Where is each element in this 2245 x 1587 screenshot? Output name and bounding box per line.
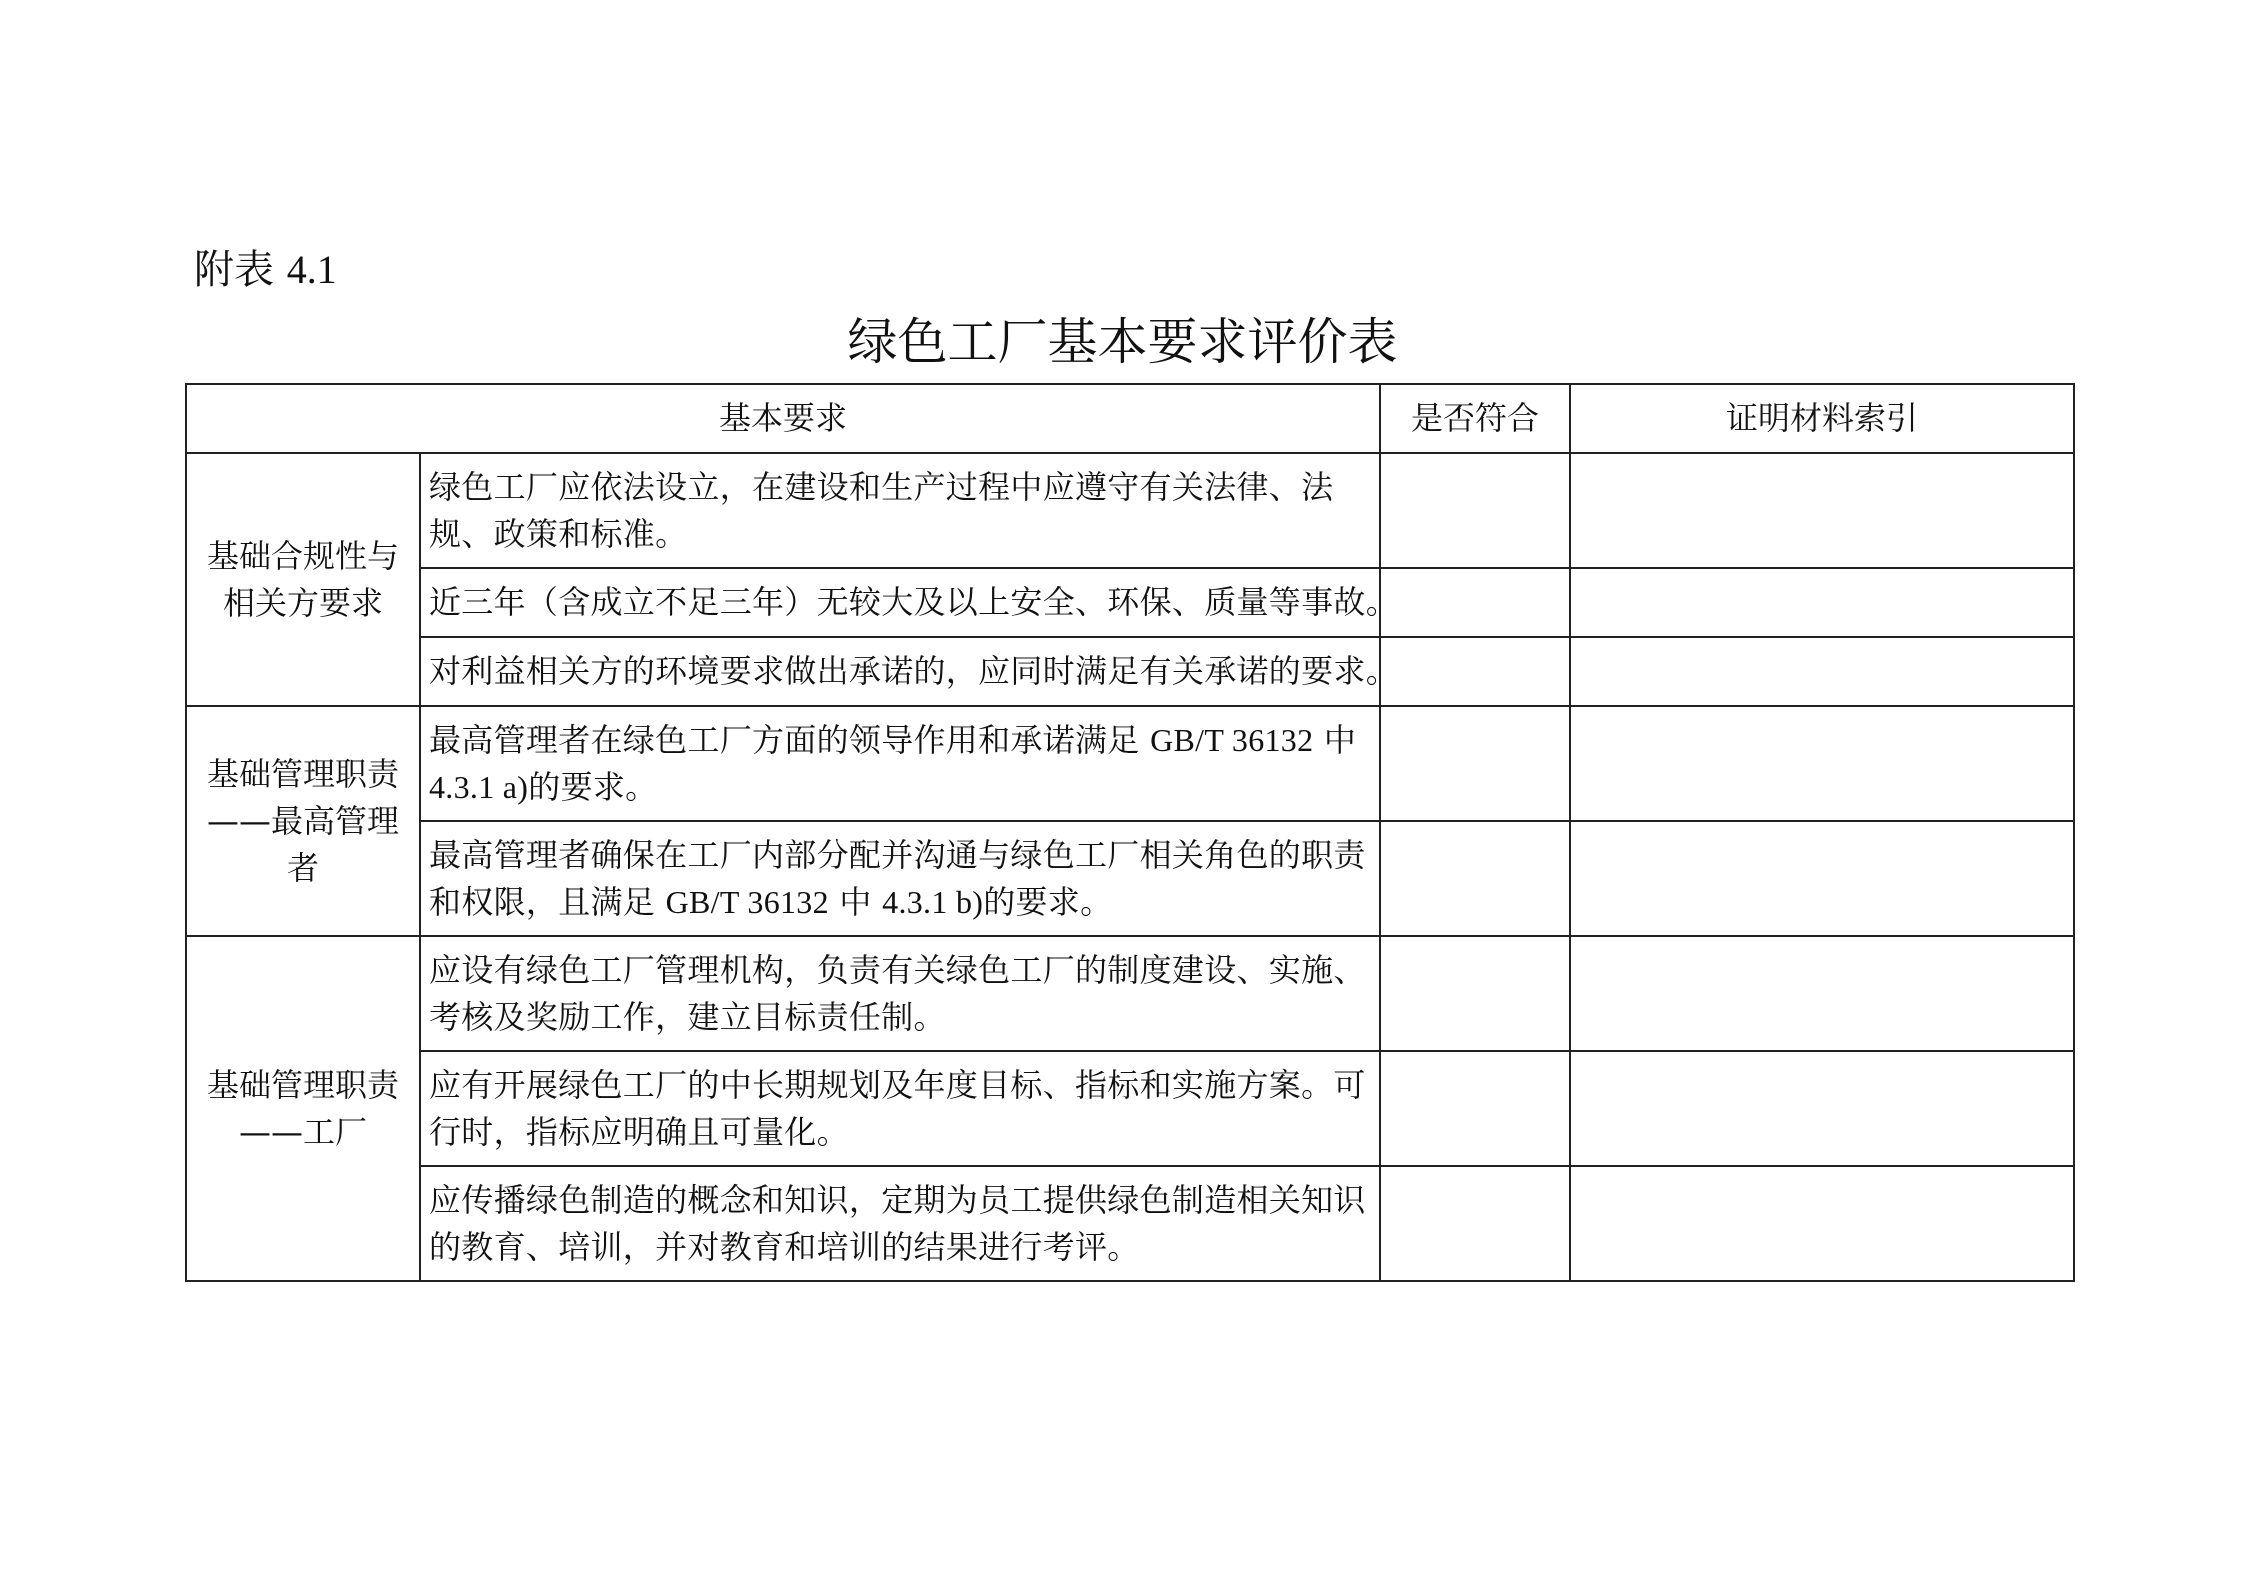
category-cell: 基础合规性与相关方要求 bbox=[186, 453, 420, 706]
header-requirement: 基本要求 bbox=[186, 384, 1380, 453]
requirement-text: 应设有绿色工厂管理机构，负责有关绿色工厂的制度建设、实施、考核及奖励工作，建立目标责任制。 bbox=[429, 950, 1366, 1036]
table-row bbox=[186, 821, 2074, 936]
requirement-text: 近三年（含成立不足三年）无较大及以上安全、环保、质量等事故。 bbox=[429, 583, 1399, 621]
compliance-cell[interactable] bbox=[1380, 1166, 1570, 1281]
table-row bbox=[186, 1051, 2074, 1166]
requirement-cell bbox=[420, 706, 1380, 821]
requirement-cell bbox=[420, 1051, 1380, 1166]
table-row bbox=[186, 453, 2074, 568]
requirement-text: 最高管理者在绿色工厂方面的领导作用和承诺满足 bbox=[429, 720, 1151, 759]
requirement-text: 的要求。 bbox=[983, 882, 1113, 921]
requirement-text: 4.3.1 b) bbox=[882, 883, 984, 920]
table-row bbox=[186, 936, 2074, 1051]
requirement-text: 最高管理者确保在工厂内部分配并沟通与绿色工厂相关角色的职责和权限，且满足 bbox=[429, 835, 1366, 921]
requirement-cell bbox=[420, 821, 1380, 936]
requirement-text: 应有开展绿色工厂的中长期规划及年度目标、指标和实施方案。可行时，指标应明确且可量化。 bbox=[429, 1065, 1366, 1151]
table-row bbox=[186, 568, 2074, 637]
requirement-text: GB/T 36132 bbox=[1150, 721, 1314, 758]
compliance-cell[interactable] bbox=[1380, 453, 1570, 568]
header-compliance: 是否符合 bbox=[1380, 384, 1570, 453]
compliance-cell[interactable] bbox=[1380, 821, 1570, 936]
compliance-cell[interactable] bbox=[1380, 568, 1570, 637]
requirement-cell bbox=[420, 936, 1380, 1051]
requirement-cell bbox=[420, 637, 1399, 706]
requirement-text: 中 bbox=[828, 882, 883, 921]
table-row bbox=[186, 637, 2074, 706]
evidence-cell[interactable] bbox=[1570, 453, 2074, 568]
table-header-row bbox=[186, 384, 2074, 453]
table-row bbox=[186, 706, 2074, 821]
evidence-cell[interactable] bbox=[1570, 706, 2074, 821]
category-cell: 基础管理职责——最高管理者 bbox=[186, 706, 420, 936]
requirement-text: 的要求。 bbox=[528, 767, 658, 806]
requirement-text: 对利益相关方的环境要求做出承诺的，应同时满足有关承诺的要求。 bbox=[429, 652, 1399, 690]
requirement-cell bbox=[420, 1166, 1380, 1281]
table-row bbox=[186, 1166, 2074, 1281]
requirement-text: 绿色工厂应依法设立，在建设和生产过程中应遵守有关法律、法规、政策和标准。 bbox=[429, 467, 1334, 553]
requirement-text: 4.3.1 a) bbox=[429, 768, 529, 805]
requirement-text: 中 bbox=[1313, 720, 1357, 759]
category-cell: 基础管理职责——工厂 bbox=[186, 936, 420, 1281]
requirement-text: GB/T 36132 bbox=[665, 883, 829, 920]
requirement-text: 应传播绿色制造的概念和知识，定期为员工提供绿色制造相关知识的教育、培训，并对教育和培训的结果进行考评。 bbox=[429, 1180, 1366, 1266]
compliance-cell[interactable] bbox=[1380, 706, 1570, 821]
requirement-cell bbox=[420, 453, 1380, 568]
requirement-cell bbox=[420, 568, 1399, 637]
evidence-cell[interactable] bbox=[1570, 821, 2074, 936]
compliance-cell[interactable] bbox=[1380, 1051, 1570, 1166]
evidence-cell[interactable] bbox=[1570, 637, 2074, 706]
evidence-cell[interactable] bbox=[1570, 1051, 2074, 1166]
header-evidence: 证明材料索引 bbox=[1570, 384, 2074, 453]
evidence-cell[interactable] bbox=[1570, 568, 2074, 637]
annex-prefix: 附表 bbox=[194, 247, 274, 293]
document-title: 绿色工厂基本要求评价表 bbox=[847, 313, 1398, 371]
compliance-cell[interactable] bbox=[1380, 936, 1570, 1051]
annex-label bbox=[194, 242, 337, 298]
annex-number: 4.1 bbox=[286, 247, 337, 292]
evaluation-table bbox=[185, 383, 2075, 1282]
evidence-cell[interactable] bbox=[1570, 1166, 2074, 1281]
evidence-cell[interactable] bbox=[1570, 936, 2074, 1051]
compliance-cell[interactable] bbox=[1380, 637, 1570, 706]
